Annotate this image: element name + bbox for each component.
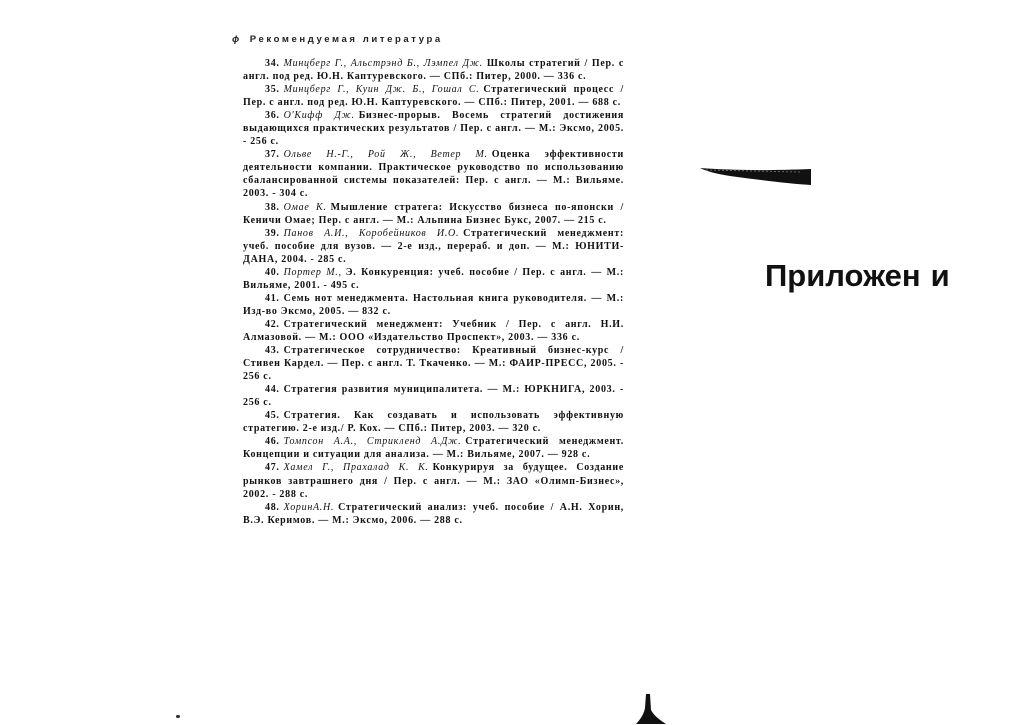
entry-number: 48.	[265, 501, 280, 513]
entry-number: 47.	[265, 462, 280, 474]
entry-text: Стратегическое сотрудничество: Креативный бизнес-курс / Стивен Кардел. — Пер. с англ. Т. Ткаченко. — М.: ФАИР-ПРЕСС, 2005. - 256 с.	[243, 345, 624, 383]
entry-text: Стратегия. Как создавать и использовать эффективную стратегию. 2-е изд./ Р. Кох. — СПб.: Питер, 2003. — 320 с.	[243, 410, 624, 435]
entry-authors: Ольве Н.-Г., Рой Ж., Ветер М.	[283, 149, 488, 161]
entry-authors: Омае К.	[283, 201, 327, 213]
entry-text: Стратегический менеджмент: Учебник / Пер. с англ. Н.И. Алмазовой. — М.: ООО «Издательство Проспект», 2003. — 336 с.	[243, 318, 624, 343]
entry-number: 38.	[265, 201, 280, 213]
bibliography-entry	[243, 461, 624, 500]
entry-number: 43.	[265, 345, 280, 357]
entry-text: Бизнес-прорыв. Восемь стратегий достижения выдающихся практических результатов / Пер. с англ. — М.: Эксмо, 2005. - 256 с.	[243, 110, 624, 148]
entry-text: Оценка эффективности деятельности компании. Практическое руководство по использованию сбалансированной системы показателей: Пер. с англ. — М.: Вильяме. 2003. - 304 с.	[243, 149, 624, 200]
scan-blot-mark	[636, 694, 666, 725]
bibliography-entry	[243, 83, 624, 109]
bibliography-entry	[243, 227, 624, 266]
entry-authors: О'Кифф Дж.	[283, 110, 355, 122]
running-header	[232, 34, 443, 45]
header-mark: ϕ	[232, 34, 242, 45]
entry-number: 37.	[265, 149, 280, 161]
bibliography-entry	[243, 435, 624, 461]
entry-text: Стратегический менеджмент: учеб. пособие для вузов. — 2-е изд., перераб. и доп. — М.: ЮНИТИ-ДАНА, 2004. - 285 с.	[243, 227, 624, 265]
bibliography-list	[243, 57, 624, 527]
scan-smear-mark	[700, 160, 812, 186]
entry-authors: Томпсон А.А., Стрикленд А.Дж.	[283, 436, 462, 448]
bibliography-entry	[243, 318, 624, 344]
bibliography-entry	[243, 201, 624, 227]
entry-authors: ХоринА.Н.	[283, 501, 335, 513]
entry-authors: Минцберг Г., Куин Дж. Б., Гошал С.	[283, 84, 480, 96]
entry-text: Стратегия развития муниципалитета. — М.: ЮРКНИГА, 2003. - 256 с.	[243, 384, 624, 409]
bibliography-entry	[243, 344, 624, 383]
entry-text: Э. Конкуренция: учеб. пособие / Пер. с англ. — М.: Вильяме, 2001. - 495 с.	[243, 266, 624, 291]
appendix-title	[765, 258, 950, 294]
entry-text: Семь нот менеджмента. Настольная книга руководителя. — М.: Изд-во Эксмо, 2005. — 832 с.	[243, 292, 624, 317]
entry-number: 41.	[265, 292, 280, 304]
entry-text: Конкурируя за будущее. Создание рынков завтрашнего дня / Пер. с англ. — М.: ЗАО «Олимп-Бизнес», 2002. - 288 с.	[243, 462, 624, 500]
entry-authors: Хамел Г., Прахалад К. К.	[283, 462, 429, 474]
entry-text: Стратегический анализ: учеб. пособие / А.Н. Хорин, В.Э. Керимов. — М.: Эксмо, 2006. — 288 с.	[243, 501, 624, 526]
bibliography-entry	[243, 57, 624, 83]
bibliography-entry	[243, 266, 624, 292]
header-title: Рекомендуемая литература	[249, 34, 443, 45]
appendix-title-part2: и	[930, 258, 950, 293]
bibliography-entry	[243, 501, 624, 527]
entry-text: Мышление стратега: Искусство бизнеса по-японски / Кеничи Омае; Пер. с англ. — М.: Альпина Бизнес Букс, 2007. — 215 с.	[243, 201, 624, 226]
entry-number: 36.	[265, 110, 280, 122]
entry-number: 44.	[265, 384, 280, 396]
entry-text: Стратегический менеджмент. Концепции и ситуации для анализа. — М.: Вильяме, 2007. — 928 с.	[243, 436, 624, 461]
entry-number: 35.	[265, 84, 280, 96]
entry-number: 34.	[265, 58, 280, 69]
entry-number: 46.	[265, 436, 280, 448]
entry-number: 42.	[265, 318, 280, 330]
bibliography-entry	[243, 109, 624, 148]
entry-number: 39.	[265, 227, 280, 239]
bibliography-entry	[243, 383, 624, 409]
bibliography-entry	[243, 292, 624, 318]
bibliography-entry	[243, 409, 624, 435]
entry-authors: Портер М.,	[283, 266, 342, 278]
scan-speck	[176, 715, 180, 718]
entry-number: 45.	[265, 410, 280, 422]
entry-text: Школы стратегий / Пер. с англ. под ред. Ю.Н. Каптуревского. — СПб.: Питер, 2000. — 336 с.	[243, 58, 624, 83]
bibliography-entry	[243, 148, 624, 200]
entry-authors: Минцберг Г., Альстрэнд Б., Лэмпел Дж.	[283, 58, 483, 69]
entry-authors: Панов А.И., Коробейников И.О.	[283, 227, 460, 239]
entry-number: 40.	[265, 266, 280, 278]
appendix-title-part1: Приложен	[765, 258, 921, 293]
entry-text: Стратегический процесс / Пер. с англ. под ред. Ю.Н. Каптуревского. — СПб.: Питер, 2001. — 688 с.	[243, 84, 624, 109]
